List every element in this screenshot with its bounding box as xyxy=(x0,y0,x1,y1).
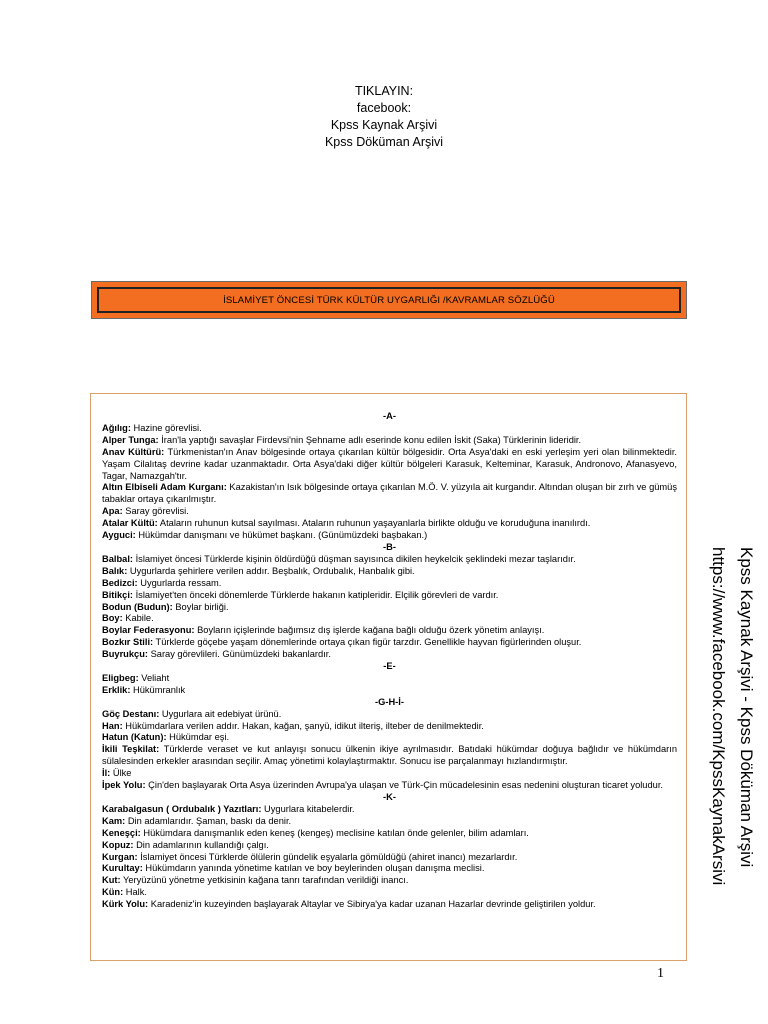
glossary-entry xyxy=(102,447,677,483)
glossary-definition: Din adamlarıdır. Şaman, baskı da denir. xyxy=(125,815,292,826)
glossary-term: İl: xyxy=(102,768,111,779)
glossary-entry xyxy=(102,554,677,566)
glossary-term: Erklik: xyxy=(102,684,131,695)
glossary-definition: Veliaht xyxy=(138,672,170,683)
glossary-definition: Hükümdara danışmanlık eden keneş (kengeş) meclisine katılan önde gelenler, bilim adamları. xyxy=(140,827,529,838)
glossary-term: Altın Elbiseli Adam Kurganı: xyxy=(102,482,227,493)
glossary-definition: Uygurlarda şehirlere verilen addır. Beşbalık, Ordubalık, Hanbalık gibi. xyxy=(127,565,415,576)
glossary-entry xyxy=(102,768,677,780)
glossary-definition: Hükümdar danışmanı ve hükümet başkanı. (Günümüzdeki başbakan.) xyxy=(135,530,428,541)
glossary-term: Keneşçi: xyxy=(102,827,141,838)
section-heading: -A- xyxy=(383,411,396,421)
glossary-definition: Saray görevlileri. Günümüzdeki bakanlardır. xyxy=(147,649,331,660)
glossary-term: Ağılıg: xyxy=(102,422,131,433)
side-facebook-url[interactable]: https://www.facebook.com/KpssKaynakArsivi xyxy=(709,547,728,886)
glossary-definition: Hazine görevlisi. xyxy=(130,422,202,433)
header-links xyxy=(0,83,768,151)
glossary-term: Balık: xyxy=(102,565,128,576)
glossary-entry xyxy=(102,685,677,697)
header-line-facebook: facebook: xyxy=(356,101,412,115)
page-number: 1 xyxy=(657,966,664,981)
glossary-entry xyxy=(102,721,677,733)
glossary-entry xyxy=(102,590,677,602)
glossary-definition: Türkmenistan'ın Anav bölgesinde ortaya çıkarılan kültür bölgesidir. Orta Asya'daki en eski yerleşim yeri olan bilinmektedir. Yaşam Cilalıtaş devrine kadar uzanmaktadır. Orta Asya'daki diğer kültür bölgeleri Karasuk, Kelteminar, Karasuk, Andronovo, Afanasyevo, Tagar, Namazgah'tır. xyxy=(102,446,677,481)
glossary-term: Ayguci: xyxy=(102,530,136,541)
header-line-dokuman-arsivi[interactable]: Kpss Döküman Arşivi xyxy=(324,135,444,149)
glossary-definition: Uygurlara kitabelerdir. xyxy=(261,803,355,814)
glossary-term: Eligbeg: xyxy=(102,672,139,683)
glossary-definition: Uygurlara ait edebiyat ürünü. xyxy=(159,708,282,719)
glossary-entry xyxy=(102,613,677,625)
glossary-term: Kam: xyxy=(102,815,126,826)
glossary-entry xyxy=(102,816,677,828)
glossary-definition: Ülke xyxy=(110,768,132,779)
glossary-term: Alper Tunga: xyxy=(102,434,159,445)
glossary-definition: Saray görevlisi. xyxy=(122,506,189,517)
glossary-entry xyxy=(102,423,677,435)
glossary-entry xyxy=(102,899,677,911)
glossary-entry xyxy=(102,625,677,637)
glossary-entry xyxy=(102,506,677,518)
title-banner xyxy=(91,281,687,319)
side-archive-names: Kpss Kaynak Arşivi - Kpss Döküman Arşivi xyxy=(737,547,756,868)
glossary-term: Bozkır Stili: xyxy=(102,637,154,648)
glossary-definition: İslamiyet öncesi Türklerde kişinin öldürdüğü düşman sayısınca dikilen heykelcik şeklindeki mezar taşlarıdır. xyxy=(133,553,576,564)
glossary-definition: Hükümdarlara verilen addır. Hakan, kağan, şanyü, idikut ilteriş, ilteber de denilmektedir. xyxy=(122,720,484,731)
glossary-entry xyxy=(102,732,677,744)
glossary-definition: Boyların içişlerinde bağımsız dış işlerde kağana bağlı olduğu özerk yönetim anlayışı. xyxy=(194,625,545,636)
glossary-entry xyxy=(102,887,677,899)
glossary-term: Apa: xyxy=(102,506,123,517)
glossary-definition: Hükümdar eşi. xyxy=(166,732,230,743)
glossary-entry xyxy=(102,875,677,887)
glossary-definition: Çin'den başlayarak Orta Asya üzerinden Avrupa'ya ulaşan ve Türk-Çin mücadelesinin esas nedenini oluşturan ticaret yoludur. xyxy=(145,780,663,791)
glossary-term: Kurgan: xyxy=(102,851,138,862)
glossary-entry xyxy=(102,482,677,506)
section-heading: -K- xyxy=(383,792,396,802)
glossary-entry xyxy=(102,637,677,649)
glossary-definition: İran'la yaptığı savaşlar Firdevsi'nin Şehname adlı eserinde konu edilen İskit (Saka) Türklerinin lideridir. xyxy=(158,434,582,445)
glossary-term: Kurultay: xyxy=(102,863,143,874)
glossary-definition: Hükümranlık xyxy=(130,684,186,695)
glossary-term: Göç Destanı: xyxy=(102,708,160,719)
glossary-term: Karabalgasun ( Ordubalık ) Yazıtları: xyxy=(102,803,262,814)
glossary-definition: Karadeniz'in kuzeyinden başlayarak Altaylar ve Sibirya'ya kadar uzanan Hazarlar devrinde geliştirilen yoldur. xyxy=(148,899,596,910)
glossary-entry xyxy=(102,435,677,447)
section-heading: -G-H-İ- xyxy=(375,696,404,707)
glossary-entry xyxy=(102,578,677,590)
glossary-content xyxy=(102,411,677,911)
glossary-term: Balbal: xyxy=(102,553,133,564)
glossary-definition: Boylar birliği. xyxy=(172,601,229,612)
document-title: İSLAMİYET ÖNCESİ TÜRK KÜLTÜR UYGARLIĞI /KAVRAMLAR SÖZLÜĞÜ xyxy=(223,294,555,306)
glossary-term: Kürk Yolu: xyxy=(102,899,149,910)
glossary-definition: Din adamlarının kullandığı çalgı. xyxy=(133,839,269,850)
side-watermark-text xyxy=(704,547,760,887)
glossary-entry xyxy=(102,780,677,792)
glossary-entry xyxy=(102,863,677,875)
glossary-term: İkili Teşkilat: xyxy=(102,744,160,755)
header-line-tiklayin: TIKLAYIN: xyxy=(354,84,414,98)
glossary-definition: Yeryüzünü yönetme yetkisinin kağana tanrı tarafından verildiği inancı. xyxy=(120,875,409,886)
glossary-definition: Ataların ruhunun kutsal sayılması. Ataların ruhunun yaşayanlarla birlikte olduğu ve koruduğuna inanılırdı. xyxy=(157,518,591,529)
glossary-term: Kopuz: xyxy=(102,839,134,850)
section-heading: -E- xyxy=(383,661,396,672)
glossary-entry xyxy=(102,566,677,578)
side-watermark xyxy=(700,547,760,886)
glossary-entry xyxy=(102,518,677,530)
glossary-definition: Uygurlarda ressam. xyxy=(137,577,222,588)
glossary-term: Bitikçi: xyxy=(102,589,133,600)
glossary-entry xyxy=(102,530,677,542)
glossary-term: Han: xyxy=(102,720,123,731)
glossary-term: Hatun (Katun): xyxy=(102,732,167,743)
glossary-definition: Türklerde veraset ve kut anlayışı sonucu ülkenin ikiye ayrılmasıdır. Batıdaki hükümdar doğuya bağlıdır ve hükümdarın sülalesinden erkekler arasından seçilir. Amaç yönetimi kolaylaştırmaktır. Sonucu ise parçalanmayı hızlandırmıştır. xyxy=(102,744,677,767)
glossary-entry xyxy=(102,744,677,768)
glossary-definition: İslamiyet'ten önceki dönemlerde Türklerde hakanın katipleridir. Elçilik görevleri de vardır. xyxy=(133,589,499,600)
glossary-term: Kün: xyxy=(102,887,124,898)
section-heading: -B- xyxy=(383,541,396,552)
glossary-box xyxy=(90,393,687,961)
title-banner-frame xyxy=(97,287,681,313)
glossary-entry xyxy=(102,828,677,840)
header-line-kaynak-arsivi[interactable]: Kpss Kaynak Arşivi xyxy=(330,118,438,132)
glossary-term: Anav Kültürü: xyxy=(102,446,165,457)
glossary-entry xyxy=(102,852,677,864)
glossary-definition: Halk. xyxy=(123,887,147,898)
glossary-entry xyxy=(102,840,677,852)
glossary-definition: Hükümdarın yanında yönetime katılan ve boy beylerinden oluşan danışma meclisi. xyxy=(142,863,485,874)
glossary-entry xyxy=(102,709,677,721)
glossary-definition: Kabile. xyxy=(122,613,154,624)
glossary-term: Boy: xyxy=(102,613,123,624)
glossary-term: Bedizci: xyxy=(102,577,138,588)
glossary-definition: Kazakistan'ın Isık bölgesinde ortaya çıkarılan M.Ö. V. yüzyıla ait kurgandır. Altından oluşan bir zırh ve gümüş tabaklar ortaya çıkarılmıştır. xyxy=(102,482,677,505)
glossary-entry xyxy=(102,804,677,816)
glossary-term: Kut: xyxy=(102,875,121,886)
glossary-definition: İslamiyet öncesi Türklerde ölülerin gündelik eşyalarla gömüldüğü (ahiret inancı) mezarlardır. xyxy=(137,851,518,862)
glossary-term: Boylar Federasyonu: xyxy=(102,625,195,636)
glossary-term: İpek Yolu: xyxy=(102,780,146,791)
glossary-entry xyxy=(102,673,677,685)
glossary-term: Buyrukçu: xyxy=(102,649,148,660)
glossary-term: Bodun (Budun): xyxy=(102,601,173,612)
glossary-entry xyxy=(102,602,677,614)
glossary-term: Atalar Kültü: xyxy=(102,518,158,529)
glossary-definition: Türklerde göçebe yaşam dönemlerinde ortaya çıkan figür tarzdır. Genellikle hayvan figürlerinden oluşur. xyxy=(153,637,582,648)
glossary-entry xyxy=(102,649,677,661)
